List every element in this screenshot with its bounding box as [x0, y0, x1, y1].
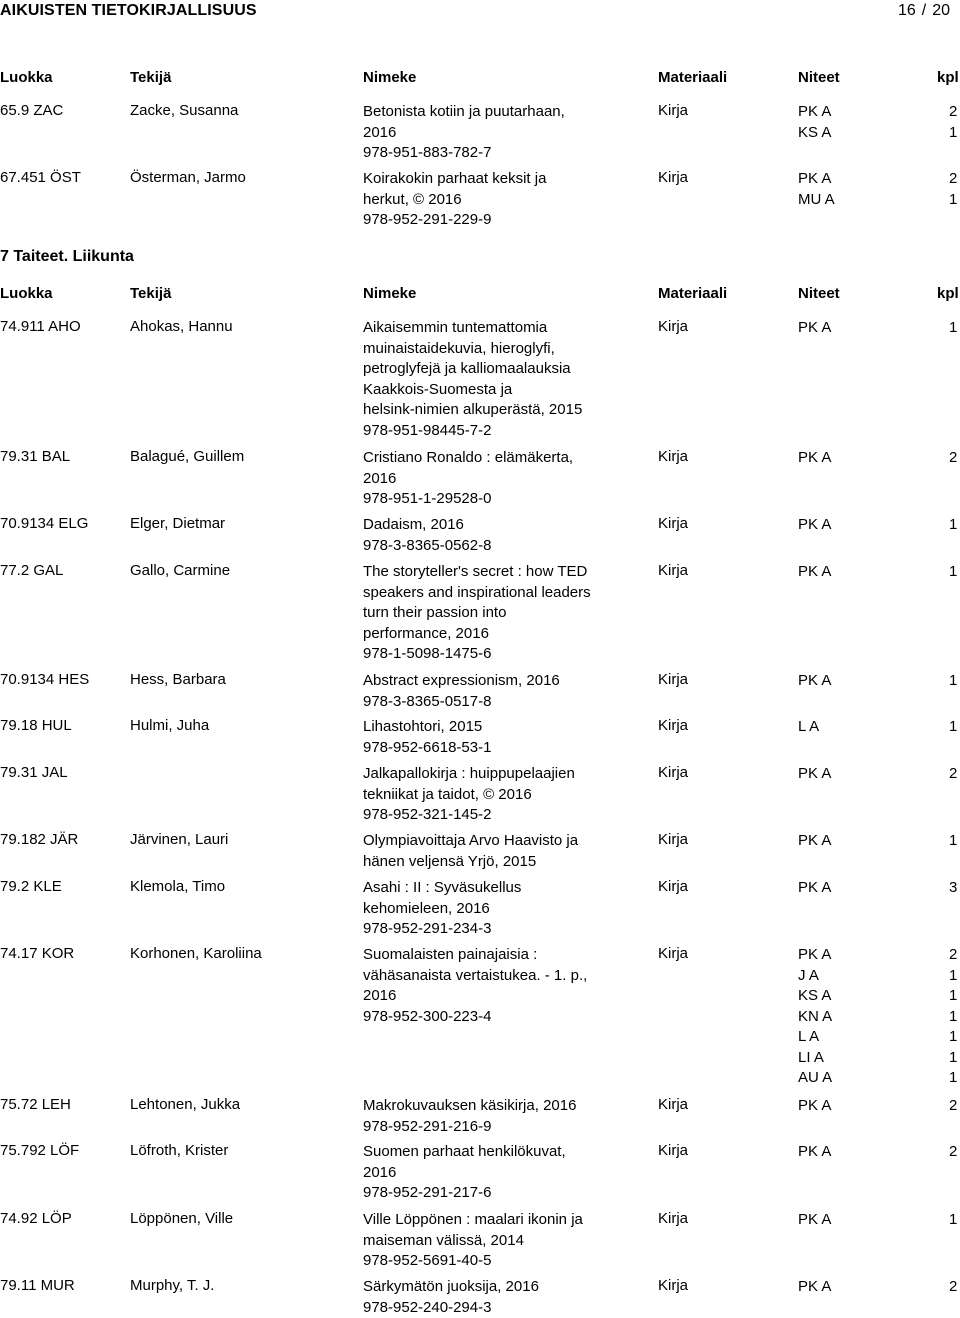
- column-header-materiaali: Materiaali: [658, 285, 727, 302]
- kpl-line: 1: [949, 318, 957, 339]
- cell-luokka: 74.92 LÖP: [0, 1210, 72, 1227]
- cell-niteet: [798, 878, 831, 899]
- nimeke-line: maiseman välissä, 2014: [363, 1231, 633, 1252]
- cell-luokka: 75.792 LÖF: [0, 1142, 79, 1159]
- cell-materiaali: Kirja: [658, 1096, 688, 1113]
- niteet-line: PK A: [798, 764, 831, 785]
- cell-materiaali: Kirja: [658, 318, 688, 335]
- cell-luokka: 74.911 AHO: [0, 318, 81, 335]
- cell-luokka: 79.18 HUL: [0, 717, 72, 734]
- nimeke-line: 978-952-291-217-6: [363, 1183, 633, 1204]
- nimeke-line: Olympiavoittaja Arvo Haavisto ja: [363, 831, 633, 852]
- column-header-nimeke: Nimeke: [363, 285, 416, 302]
- cell-luokka: 77.2 GAL: [0, 562, 63, 579]
- cell-nimeke: [363, 448, 633, 510]
- niteet-line: PK A: [798, 318, 831, 339]
- kpl-line: 1: [949, 966, 957, 987]
- nimeke-line: 978-952-291-216-9: [363, 1117, 633, 1138]
- cell-tekija: Löppönen, Ville: [130, 1210, 233, 1227]
- page-separator: /: [922, 2, 926, 20]
- cell-niteet: [798, 831, 831, 852]
- cell-nimeke: [363, 764, 633, 826]
- cell-niteet: [798, 318, 831, 339]
- column-header-luokka: Luokka: [0, 285, 53, 302]
- nimeke-line: hänen veljensä Yrjö, 2015: [363, 852, 633, 873]
- kpl-line: 1: [949, 515, 957, 536]
- nimeke-line: vähäsanaista vertaistukea. - 1. p.,: [363, 966, 633, 987]
- nimeke-line: petroglyfejä ja kalliomaalauksia: [363, 359, 633, 380]
- cell-luokka: 79.11 MUR: [0, 1277, 75, 1294]
- cell-materiaali: Kirja: [658, 169, 688, 186]
- cell-materiaali: Kirja: [658, 448, 688, 465]
- cell-niteet: [798, 1096, 831, 1117]
- nimeke-line: 978-952-300-223-4: [363, 1007, 633, 1028]
- niteet-line: MU A: [798, 190, 835, 211]
- nimeke-line: Asahi : II : Syväsukellus: [363, 878, 633, 899]
- document-title: AIKUISTEN TIETOKIRJALLISUUS: [0, 2, 257, 20]
- cell-materiaali: Kirja: [658, 102, 688, 119]
- nimeke-line: helsink-nimien alkuperästä, 2015: [363, 400, 633, 421]
- cell-luokka: 79.31 BAL: [0, 448, 70, 465]
- cell-materiaali: Kirja: [658, 1142, 688, 1159]
- cell-nimeke: [363, 515, 633, 556]
- cell-luokka: 79.182 JÄR: [0, 831, 78, 848]
- kpl-line: 2: [949, 448, 957, 469]
- kpl-line: 1: [949, 1210, 957, 1231]
- section-heading: 7 Taiteet. Liikunta: [0, 248, 134, 266]
- nimeke-line: muinaistaidekuvia, hieroglyfi,: [363, 339, 633, 360]
- nimeke-line: 978-952-240-294-3: [363, 1298, 633, 1318]
- nimeke-line: Dadaism, 2016: [363, 515, 633, 536]
- cell-materiaali: Kirja: [658, 945, 688, 962]
- cell-tekija: Zacke, Susanna: [130, 102, 238, 119]
- nimeke-line: 978-3-8365-0562-8: [363, 536, 633, 557]
- cell-tekija: Löfroth, Krister: [130, 1142, 228, 1159]
- column-header-niteet: Niteet: [798, 285, 840, 302]
- nimeke-line: Cristiano Ronaldo : elämäkerta,: [363, 448, 633, 469]
- kpl-line: 1: [949, 1007, 957, 1028]
- cell-nimeke: [363, 318, 633, 441]
- cell-kpl: [949, 102, 957, 143]
- cell-tekija: Klemola, Timo: [130, 878, 225, 895]
- cell-kpl: [949, 764, 957, 785]
- kpl-line: 1: [949, 190, 957, 211]
- niteet-line: PK A: [798, 1277, 831, 1298]
- cell-niteet: [798, 562, 831, 583]
- cell-nimeke: [363, 831, 633, 872]
- niteet-line: PK A: [798, 1096, 831, 1117]
- cell-luokka: 67.451 ÖST: [0, 169, 81, 186]
- cell-nimeke: [363, 169, 633, 231]
- cell-luokka: 79.31 JAL: [0, 764, 68, 781]
- nimeke-line: Betonista kotiin ja puutarhaan,: [363, 102, 633, 123]
- cell-tekija: Murphy, T. J.: [130, 1277, 214, 1294]
- nimeke-line: 978-952-6618-53-1: [363, 738, 633, 759]
- cell-kpl: [949, 448, 957, 469]
- cell-nimeke: [363, 1210, 633, 1272]
- nimeke-line: performance, 2016: [363, 624, 633, 645]
- cell-niteet: [798, 169, 835, 210]
- niteet-line: PK A: [798, 169, 835, 190]
- kpl-line: 2: [949, 1096, 957, 1117]
- cell-luokka: 74.17 KOR: [0, 945, 74, 962]
- niteet-line: J A: [798, 966, 832, 987]
- nimeke-line: speakers and inspirational leaders: [363, 583, 633, 604]
- nimeke-line: Abstract expressionism, 2016: [363, 671, 633, 692]
- cell-tekija: Hulmi, Juha: [130, 717, 209, 734]
- cell-niteet: [798, 1142, 831, 1163]
- cell-tekija: Ahokas, Hannu: [130, 318, 233, 335]
- column-header-tekija: Tekijä: [130, 285, 171, 302]
- column-header-kpl: kpl: [937, 285, 959, 302]
- nimeke-line: Jalkapallokirja : huippupelaajien: [363, 764, 633, 785]
- column-header-row: [0, 69, 960, 89]
- niteet-line: PK A: [798, 515, 831, 536]
- niteet-line: PK A: [798, 448, 831, 469]
- nimeke-line: Suomen parhaat henkilökuvat,: [363, 1142, 633, 1163]
- cell-materiaali: Kirja: [658, 717, 688, 734]
- cell-materiaali: Kirja: [658, 764, 688, 781]
- cell-luokka: 75.72 LEH: [0, 1096, 71, 1113]
- cell-luokka: 79.2 KLE: [0, 878, 62, 895]
- niteet-line: L A: [798, 1027, 832, 1048]
- niteet-line: PK A: [798, 831, 831, 852]
- kpl-line: 1: [949, 1068, 957, 1089]
- page-total: 20: [932, 2, 950, 20]
- nimeke-line: 978-952-291-229-9: [363, 210, 633, 231]
- column-header-tekija: Tekijä: [130, 69, 171, 86]
- cell-luokka: 70.9134 ELG: [0, 515, 88, 532]
- cell-materiaali: Kirja: [658, 515, 688, 532]
- kpl-line: 2: [949, 945, 957, 966]
- cell-kpl: [949, 1210, 957, 1231]
- kpl-line: 1: [949, 123, 957, 144]
- cell-kpl: [949, 318, 957, 339]
- cell-nimeke: [363, 1096, 633, 1137]
- nimeke-line: 2016: [363, 469, 633, 490]
- kpl-line: 1: [949, 986, 957, 1007]
- cell-luokka: 70.9134 HES: [0, 671, 89, 688]
- cell-niteet: [798, 515, 831, 536]
- column-header-materiaali: Materiaali: [658, 69, 727, 86]
- kpl-line: 3: [949, 878, 957, 899]
- nimeke-line: Lihastohtori, 2015: [363, 717, 633, 738]
- cell-niteet: [798, 102, 831, 143]
- kpl-line: 1: [949, 717, 957, 738]
- cell-materiaali: Kirja: [658, 1277, 688, 1294]
- cell-tekija: Hess, Barbara: [130, 671, 226, 688]
- niteet-line: KN A: [798, 1007, 832, 1028]
- cell-tekija: Elger, Dietmar: [130, 515, 225, 532]
- nimeke-line: Suomalaisten painajaisia :: [363, 945, 633, 966]
- cell-niteet: [798, 717, 819, 738]
- kpl-line: 1: [949, 1027, 957, 1048]
- cell-kpl: [949, 1096, 957, 1117]
- nimeke-line: 978-952-321-145-2: [363, 805, 633, 826]
- nimeke-line: 978-952-291-234-3: [363, 919, 633, 940]
- nimeke-line: tekniikat ja taidot, © 2016: [363, 785, 633, 806]
- cell-nimeke: [363, 562, 633, 665]
- cell-kpl: [949, 515, 957, 536]
- niteet-line: AU A: [798, 1068, 832, 1089]
- cell-niteet: [798, 764, 831, 785]
- kpl-line: 2: [949, 764, 957, 785]
- cell-kpl: [949, 831, 957, 852]
- kpl-line: 1: [949, 831, 957, 852]
- nimeke-line: 978-951-1-29528-0: [363, 489, 633, 510]
- cell-tekija: Balagué, Guillem: [130, 448, 244, 465]
- page-current: 16: [898, 2, 916, 20]
- niteet-line: PK A: [798, 102, 831, 123]
- niteet-line: KS A: [798, 986, 832, 1007]
- nimeke-line: Aikaisemmin tuntemattomia: [363, 318, 633, 339]
- niteet-line: PK A: [798, 945, 832, 966]
- cell-materiaali: Kirja: [658, 1210, 688, 1227]
- kpl-line: 2: [949, 1277, 957, 1298]
- nimeke-line: Kaakkois-Suomesta ja: [363, 380, 633, 401]
- niteet-line: LI A: [798, 1048, 832, 1069]
- kpl-line: 2: [949, 1142, 957, 1163]
- cell-luokka: 65.9 ZAC: [0, 102, 63, 119]
- nimeke-line: herkut, © 2016: [363, 190, 633, 211]
- nimeke-line: 978-1-5098-1475-6: [363, 644, 633, 665]
- niteet-line: PK A: [798, 671, 831, 692]
- cell-tekija: Österman, Jarmo: [130, 169, 246, 186]
- cell-tekija: Lehtonen, Jukka: [130, 1096, 240, 1113]
- nimeke-line: turn their passion into: [363, 603, 633, 624]
- cell-nimeke: [363, 878, 633, 940]
- cell-kpl: [949, 169, 957, 210]
- niteet-line: L A: [798, 717, 819, 738]
- cell-kpl: [949, 1277, 957, 1298]
- column-header-row: [0, 285, 960, 305]
- nimeke-line: 978-951-883-782-7: [363, 143, 633, 164]
- cell-tekija: Järvinen, Lauri: [130, 831, 228, 848]
- nimeke-line: 2016: [363, 1163, 633, 1184]
- cell-niteet: [798, 671, 831, 692]
- cell-niteet: [798, 1277, 831, 1298]
- nimeke-line: 978-952-5691-40-5: [363, 1251, 633, 1272]
- cell-materiaali: Kirja: [658, 831, 688, 848]
- cell-materiaali: Kirja: [658, 562, 688, 579]
- cell-kpl: [949, 945, 957, 1089]
- nimeke-line: Ville Löppönen : maalari ikonin ja: [363, 1210, 633, 1231]
- kpl-line: 2: [949, 169, 957, 190]
- column-header-kpl: kpl: [937, 69, 959, 86]
- kpl-line: 1: [949, 1048, 957, 1069]
- cell-nimeke: [363, 1277, 633, 1318]
- cell-tekija: Gallo, Carmine: [130, 562, 230, 579]
- cell-kpl: [949, 878, 957, 899]
- cell-nimeke: [363, 102, 633, 164]
- cell-kpl: [949, 717, 957, 738]
- nimeke-line: 978-3-8365-0517-8: [363, 692, 633, 713]
- cell-tekija: Korhonen, Karoliina: [130, 945, 262, 962]
- kpl-line: 2: [949, 102, 957, 123]
- cell-nimeke: [363, 945, 633, 1027]
- niteet-line: PK A: [798, 878, 831, 899]
- niteet-line: PK A: [798, 562, 831, 583]
- niteet-line: PK A: [798, 1210, 831, 1231]
- nimeke-line: The storyteller's secret : how TED: [363, 562, 633, 583]
- kpl-line: 1: [949, 562, 957, 583]
- column-header-niteet: Niteet: [798, 69, 840, 86]
- nimeke-line: Särkymätön juoksija, 2016: [363, 1277, 633, 1298]
- cell-niteet: [798, 448, 831, 469]
- cell-niteet: [798, 945, 832, 1089]
- niteet-line: PK A: [798, 1142, 831, 1163]
- cell-kpl: [949, 671, 957, 692]
- page-number: [898, 2, 950, 20]
- cell-nimeke: [363, 1142, 633, 1204]
- cell-niteet: [798, 1210, 831, 1231]
- nimeke-line: Koirakokin parhaat keksit ja: [363, 169, 633, 190]
- kpl-line: 1: [949, 671, 957, 692]
- nimeke-line: 2016: [363, 986, 633, 1007]
- column-header-nimeke: Nimeke: [363, 69, 416, 86]
- cell-kpl: [949, 1142, 957, 1163]
- cell-materiaali: Kirja: [658, 671, 688, 688]
- nimeke-line: kehomieleen, 2016: [363, 899, 633, 920]
- cell-kpl: [949, 562, 957, 583]
- nimeke-line: 978-951-98445-7-2: [363, 421, 633, 442]
- cell-nimeke: [363, 671, 633, 712]
- niteet-line: KS A: [798, 123, 831, 144]
- column-header-luokka: Luokka: [0, 69, 53, 86]
- nimeke-line: 2016: [363, 123, 633, 144]
- cell-nimeke: [363, 717, 633, 758]
- nimeke-line: Makrokuvauksen käsikirja, 2016: [363, 1096, 633, 1117]
- cell-materiaali: Kirja: [658, 878, 688, 895]
